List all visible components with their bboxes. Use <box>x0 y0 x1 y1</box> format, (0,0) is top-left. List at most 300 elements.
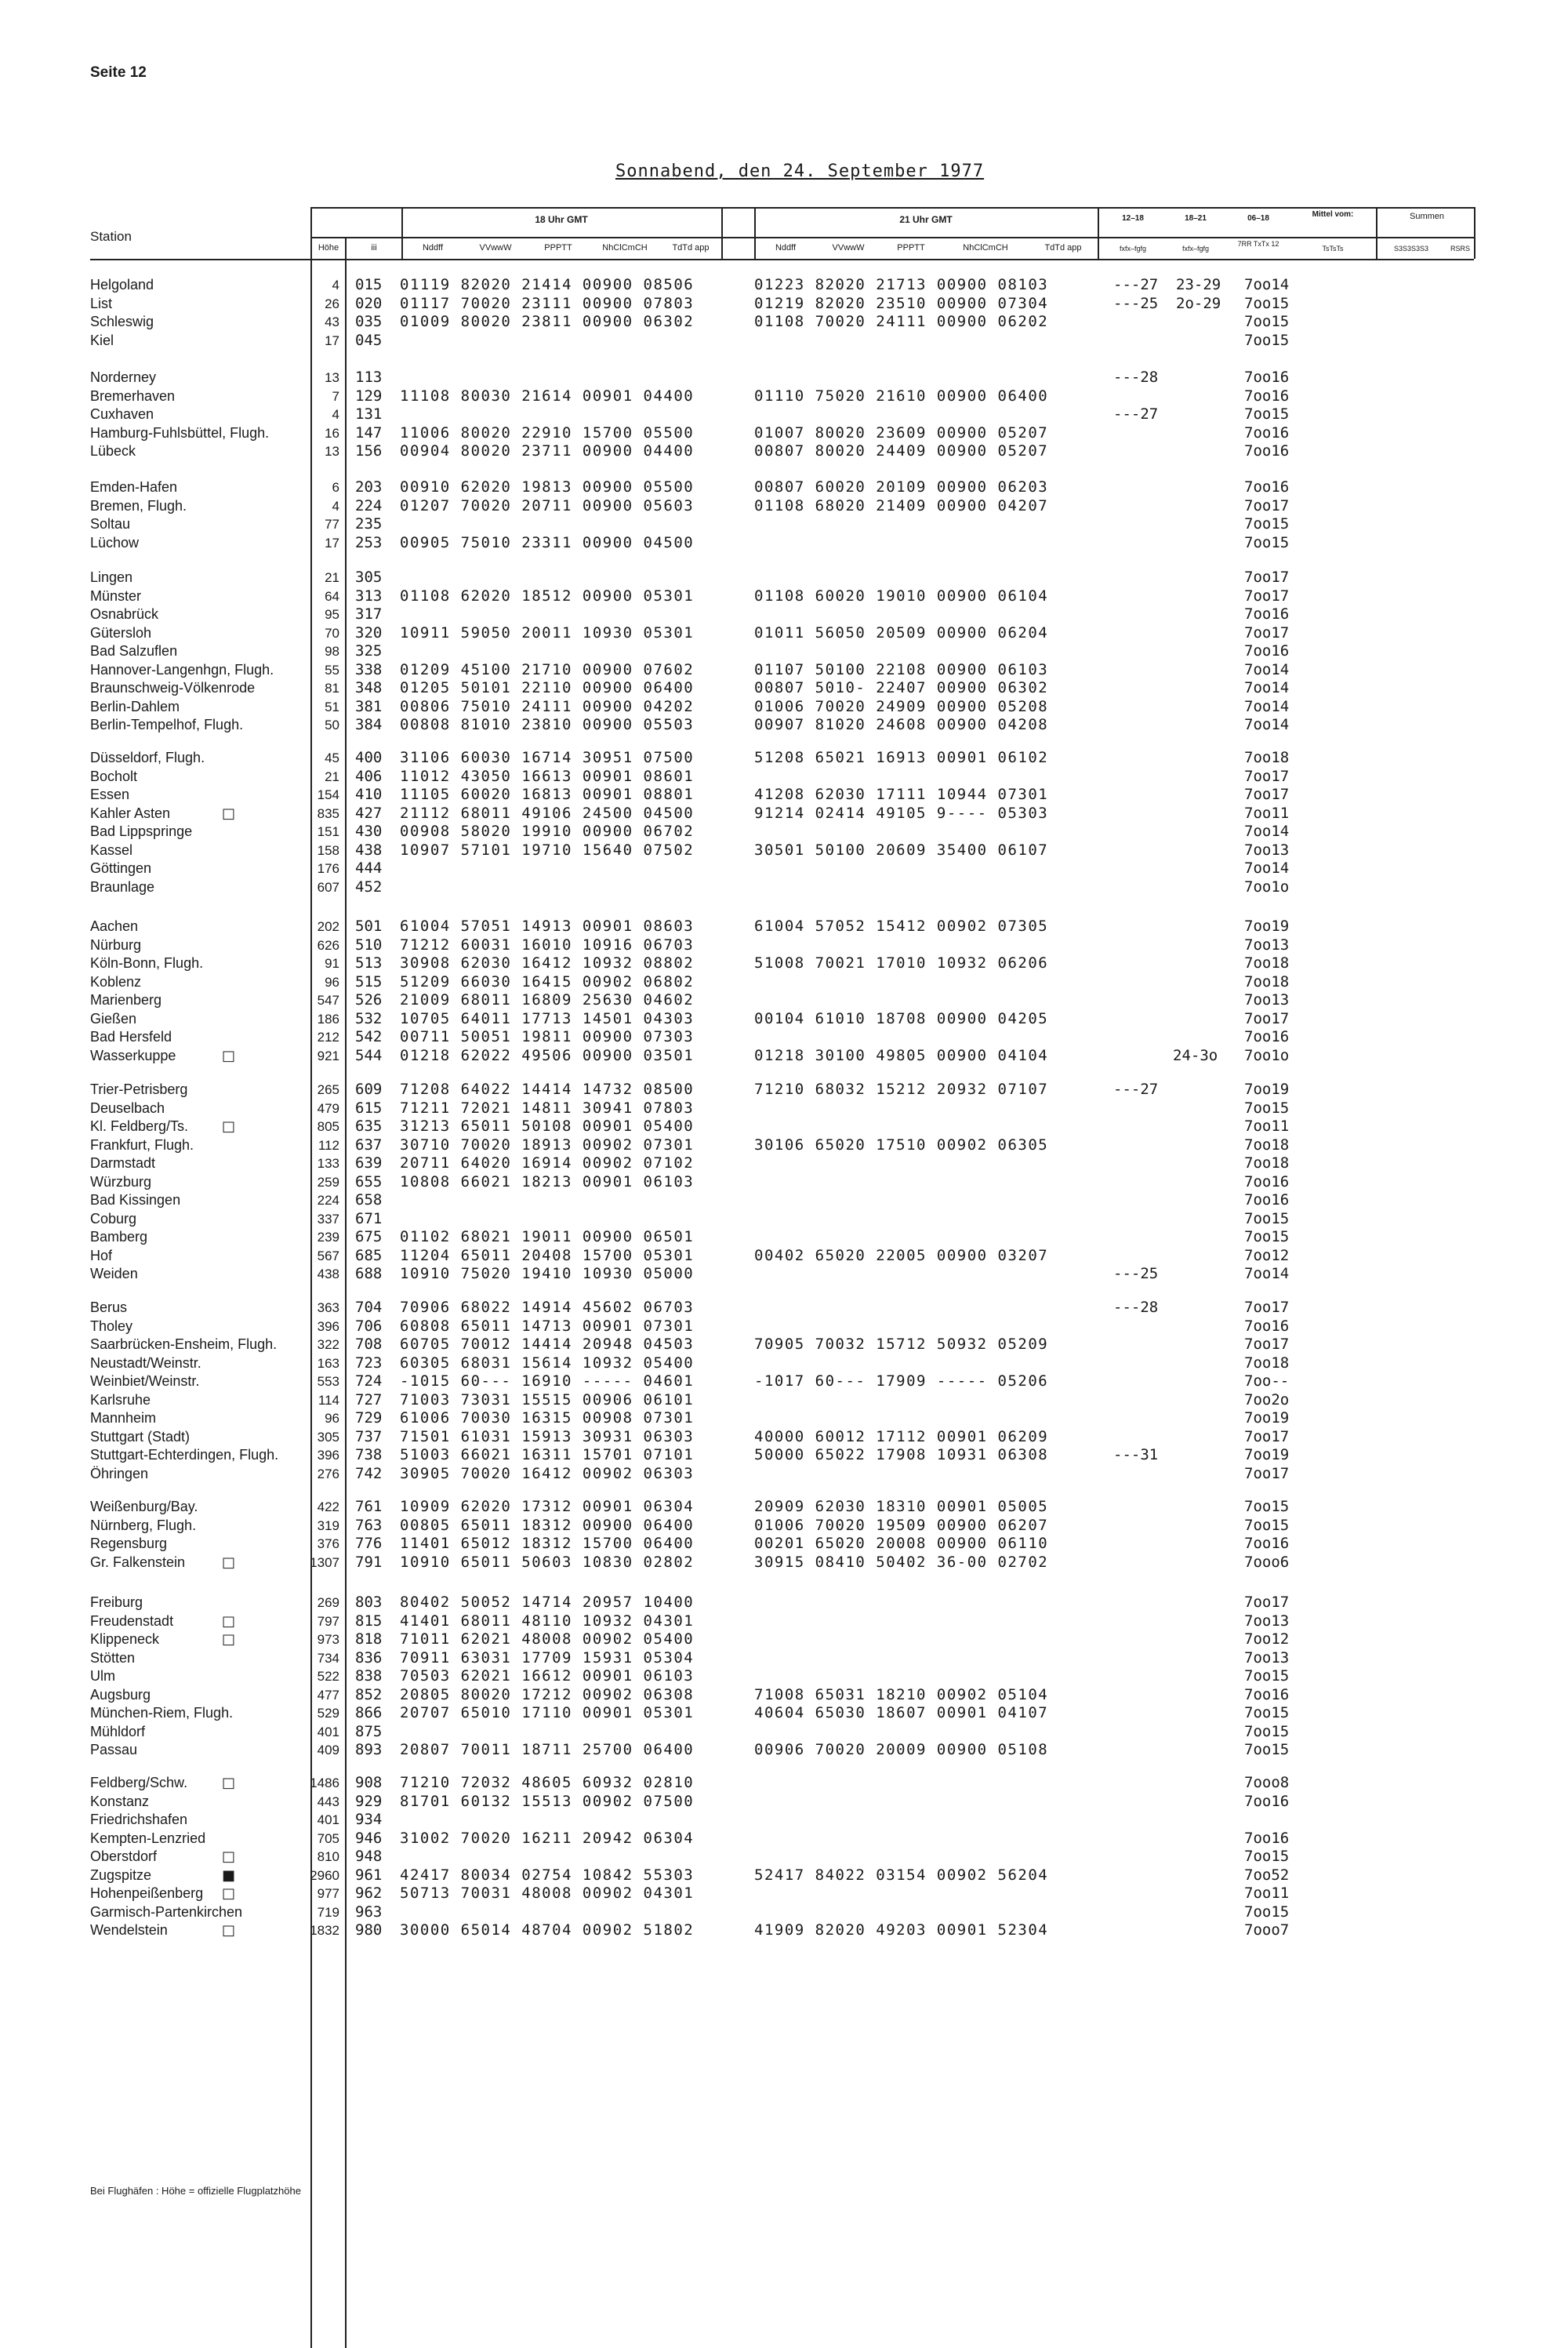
station-height: 443 <box>317 1794 339 1809</box>
obs-21-gmt: 71210 68032 15212 20932 07107 <box>754 1081 1049 1098</box>
obs-18-gmt: 70906 68022 14914 45602 06703 <box>400 1299 695 1316</box>
station-id: 742 <box>355 1464 383 1482</box>
summary-7rr: 7ooo7 <box>1244 1921 1290 1939</box>
table-row <box>0 1811 1568 1829</box>
summary-7rr: 7oo16 <box>1244 478 1290 496</box>
station-height: 626 <box>317 937 339 953</box>
station-name: Kiel <box>90 332 114 348</box>
table-row <box>0 918 1568 936</box>
station-id: 791 <box>355 1553 383 1571</box>
station-id: 737 <box>355 1427 383 1445</box>
table-row <box>0 478 1568 496</box>
table-row <box>0 1793 1568 1811</box>
table-row <box>0 442 1568 460</box>
station-id: 729 <box>355 1409 383 1427</box>
station-height: 16 <box>325 425 339 441</box>
summary-7rr: 7oo14 <box>1244 823 1290 840</box>
table-row <box>0 1228 1568 1246</box>
obs-18-gmt: 71501 61031 15913 30931 06303 <box>400 1427 695 1445</box>
table-row <box>0 1594 1568 1612</box>
obs-21-gmt: 01011 56050 20509 00900 06204 <box>754 623 1049 642</box>
obs-21-gmt: 41208 62030 17111 10944 07301 <box>754 786 1049 803</box>
station-height: 1307 <box>310 1554 339 1570</box>
table-row <box>0 1081 1568 1099</box>
station-id: 438 <box>355 841 383 859</box>
summary-7rr: 7oo15 <box>1244 1704 1290 1721</box>
obs-21-gmt: 00104 61010 18708 00900 04205 <box>754 1009 1049 1027</box>
summary-7rr: 7oo13 <box>1244 1612 1290 1630</box>
gust-18-21: 2o-29 <box>1176 294 1221 312</box>
table-row <box>0 1118 1568 1136</box>
header-clouds-18: NhClCmCH <box>602 243 648 253</box>
table-row <box>0 313 1568 331</box>
obs-18-gmt: 00904 80020 23711 00900 04400 <box>400 442 695 460</box>
obs-18-gmt: 01102 68021 19011 00900 06501 <box>400 1228 695 1245</box>
station-height: 224 <box>317 1193 339 1208</box>
summary-7rr: 7oo14 <box>1244 660 1290 678</box>
station-name: Berus <box>90 1299 128 1315</box>
header-summen: Summen <box>1409 212 1445 221</box>
station-height: 176 <box>317 861 339 876</box>
station-name: Konstanz <box>90 1793 150 1809</box>
summary-7rr: 7oo19 <box>1244 918 1290 935</box>
station-height: 4 <box>332 498 339 514</box>
station-name: Trier-Petrisberg <box>90 1081 188 1097</box>
summary-7rr: 7oo15 <box>1244 1667 1290 1685</box>
summary-7rr: 7oo14 <box>1244 697 1290 715</box>
obs-21-gmt: 00907 81020 24608 00900 04208 <box>754 716 1049 733</box>
station-height: 276 <box>317 1466 339 1481</box>
station-name: Öhringen <box>90 1465 149 1481</box>
station-name: Passau <box>90 1742 138 1757</box>
station-height: 607 <box>317 879 339 895</box>
obs-18-gmt: 50713 70031 48008 00902 04301 <box>400 1885 695 1902</box>
table-row <box>0 587 1568 605</box>
station-id: 384 <box>355 716 383 733</box>
summary-7rr: 7oo15 <box>1244 294 1290 312</box>
station-id: 235 <box>355 515 383 532</box>
station-id: 655 <box>355 1172 383 1190</box>
station-name: Bad Salzuflen <box>90 643 178 659</box>
station-id: 866 <box>355 1704 383 1721</box>
obs-21-gmt: 01006 70020 19509 00900 06207 <box>754 1516 1049 1534</box>
summary-7rr: 7oo14 <box>1244 716 1290 733</box>
gust-12-18: ---27 <box>1113 1081 1159 1098</box>
station-id: 761 <box>355 1498 383 1515</box>
obs-18-gmt: 00806 75010 24111 00900 04202 <box>400 697 695 715</box>
table-row <box>0 624 1568 642</box>
summary-7rr: 7oo16 <box>1244 423 1290 442</box>
station-id: 724 <box>355 1372 383 1390</box>
obs-21-gmt: 00807 80020 24409 00900 05207 <box>754 442 1049 460</box>
summary-7rr: 7oo16 <box>1244 1317 1290 1335</box>
station-name: Klippeneck <box>90 1631 160 1647</box>
station-height: 396 <box>317 1448 339 1463</box>
table-row <box>0 1465 1568 1483</box>
obs-21-gmt: 01007 80020 23609 00900 05207 <box>754 423 1049 442</box>
obs-21-gmt: 01006 70020 24909 00900 05208 <box>754 697 1049 715</box>
summary-7rr: 7oo16 <box>1244 605 1290 623</box>
station-name: Wendelstein <box>90 1922 168 1938</box>
station-height: 305 <box>317 1429 339 1445</box>
station-name: Kahler Asten <box>90 805 171 821</box>
gust-12-18: ---25 <box>1113 1265 1159 1282</box>
obs-21-gmt: 00807 60020 20109 00900 06203 <box>754 478 1049 496</box>
summary-7rr: 7oo15 <box>1244 331 1290 349</box>
summary-7rr: 7oo18 <box>1244 749 1290 766</box>
header-ff-18-21: fxfx–fgfg <box>1181 245 1210 253</box>
obs-18-gmt: 01205 50101 22110 00900 06400 <box>400 679 695 696</box>
station-id: 129 <box>355 387 383 405</box>
summary-7rr: 7oo19 <box>1244 1446 1290 1463</box>
station-name: Cuxhaven <box>90 406 154 422</box>
header-18-21: 18–21 <box>1185 214 1207 223</box>
summary-7rr: 7oo16 <box>1244 442 1290 460</box>
station-id: 934 <box>355 1811 383 1828</box>
summary-7rr: 7oo17 <box>1244 496 1290 514</box>
table-row <box>0 1028 1568 1046</box>
gust-12-18: ---27 <box>1113 405 1159 423</box>
gust-12-18: ---28 <box>1113 369 1159 386</box>
station-id: 410 <box>355 786 383 803</box>
station-marker: □ <box>222 1775 236 1791</box>
obs-21-gmt: 30106 65020 17510 00902 06305 <box>754 1136 1049 1154</box>
summary-7rr: 7oo13 <box>1244 936 1290 954</box>
summary-7rr: 7oo15 <box>1244 1516 1290 1534</box>
station-height: 91 <box>325 956 339 971</box>
obs-18-gmt: 10910 75020 19410 10930 05000 <box>400 1265 695 1282</box>
table-row <box>0 1391 1568 1409</box>
station-id: 320 <box>355 623 383 642</box>
station-name: Deuselbach <box>90 1099 165 1116</box>
table-row <box>0 1354 1568 1372</box>
station-id: 510 <box>355 936 383 954</box>
obs-21-gmt: 51208 65021 16913 00901 06102 <box>754 749 1049 766</box>
header-tdtd-18: TdTd app <box>672 243 710 253</box>
col-rule-21-end <box>1098 207 1099 259</box>
station-height: 797 <box>317 1613 339 1629</box>
station-id: 156 <box>355 442 383 460</box>
table-row <box>0 1154 1568 1172</box>
station-height: 1832 <box>310 1923 339 1938</box>
station-height: 81 <box>325 681 339 696</box>
summary-7rr: 7oo12 <box>1244 1246 1290 1264</box>
summary-7rr: 7oo17 <box>1244 1299 1290 1316</box>
station-height: 96 <box>325 974 339 990</box>
station-id: 513 <box>355 954 383 972</box>
obs-18-gmt: 20711 64020 16914 00902 07102 <box>400 1154 695 1172</box>
station-height: 17 <box>325 333 339 348</box>
station-name: Hannover-Langenhgn, Flugh. <box>90 661 274 678</box>
station-name: Soltau <box>90 516 131 532</box>
station-marker: □ <box>222 805 236 822</box>
obs-18-gmt: 00910 62020 19813 00900 05500 <box>400 478 695 496</box>
table-row <box>0 1612 1568 1630</box>
station-name: Kempten-Lenzried <box>90 1830 206 1846</box>
obs-18-gmt: 60305 68031 15614 10932 05400 <box>400 1354 695 1372</box>
station-id: 704 <box>355 1299 383 1316</box>
station-name: Braunlage <box>90 878 155 895</box>
station-id: 224 <box>355 496 383 514</box>
table-row <box>0 841 1568 860</box>
table-row <box>0 295 1568 313</box>
station-name: Bremen, Flugh. <box>90 497 187 514</box>
obs-18-gmt: 21112 68011 49106 24500 04500 <box>400 804 695 822</box>
table-row <box>0 1885 1568 1903</box>
station-height: 202 <box>317 919 339 934</box>
table-row <box>0 424 1568 442</box>
station-id: 203 <box>355 478 383 496</box>
station-id: 532 <box>355 1009 383 1027</box>
header-18-uhr: 18 Uhr GMT <box>535 214 588 225</box>
summary-7rr: 7oo15 <box>1244 1722 1290 1740</box>
obs-18-gmt: 01117 70020 23111 00900 07803 <box>400 294 695 312</box>
obs-18-gmt: 61006 70030 16315 00908 07301 <box>400 1409 695 1427</box>
gust-12-18: ---27 <box>1113 276 1159 293</box>
obs-18-gmt: 01108 62020 18512 00900 05301 <box>400 587 695 605</box>
table-header-rule <box>90 259 1474 260</box>
obs-21-gmt: 00906 70020 20009 00900 05108 <box>754 1741 1049 1758</box>
table-row <box>0 1517 1568 1535</box>
station-id: 035 <box>355 313 383 330</box>
station-marker: □ <box>222 1885 236 1902</box>
station-name: Koblenz <box>90 973 142 990</box>
footnote: Bei Flughäfen : Höhe = offizielle Flugplatzhöhe <box>90 2185 301 2197</box>
obs-18-gmt: 11401 65012 18312 15700 06400 <box>400 1535 695 1552</box>
summary-7rr: 7oo14 <box>1244 860 1290 877</box>
summary-7rr: 7oo17 <box>1244 1464 1290 1482</box>
table-row <box>0 1409 1568 1427</box>
station-id: 980 <box>355 1921 383 1939</box>
obs-21-gmt: 40604 65030 18607 00901 04107 <box>754 1704 1049 1721</box>
station-height: 529 <box>317 1706 339 1721</box>
header-txtx: 7RR TxTx 12 <box>1237 240 1279 248</box>
header-vvwww-18: VVwwW <box>479 243 512 253</box>
summary-7rr: 7oo13 <box>1244 841 1290 859</box>
summary-7rr: 7oo18 <box>1244 954 1290 972</box>
obs-21-gmt: 01108 60020 19010 00900 06104 <box>754 587 1049 605</box>
station-name: Würzburg <box>90 1173 152 1190</box>
obs-18-gmt: 00808 81010 23810 00900 05503 <box>400 716 695 733</box>
header-mittel: Mittel vom: <box>1312 210 1354 219</box>
obs-21-gmt: 00201 65020 20008 00900 06110 <box>754 1535 1049 1552</box>
station-id: 305 <box>355 569 383 586</box>
station-name: Bocholt <box>90 768 138 784</box>
table-row <box>0 991 1568 1009</box>
station-height: 151 <box>317 824 339 839</box>
table-row <box>0 1704 1568 1722</box>
station-height: 401 <box>317 1724 339 1739</box>
station-marker: □ <box>222 1631 236 1648</box>
station-name: Wasserkuppe <box>90 1047 176 1063</box>
obs-21-gmt: 91214 02414 49105 9---- 05303 <box>754 804 1049 822</box>
station-height: 337 <box>317 1211 339 1227</box>
station-height: 7 <box>332 388 339 404</box>
station-name: Münster <box>90 587 142 604</box>
station-height: 2960 <box>310 1867 339 1883</box>
station-name: Emden-Hafen <box>90 479 178 495</box>
station-height: 43 <box>325 314 339 329</box>
station-name: Oberstdorf <box>90 1848 158 1864</box>
station-id: 381 <box>355 697 383 715</box>
table-row <box>0 786 1568 804</box>
table-row <box>0 679 1568 697</box>
summary-7rr: 7oo17 <box>1244 587 1290 605</box>
table-row <box>0 1265 1568 1283</box>
station-name: Freiburg <box>90 1594 143 1610</box>
obs-18-gmt: 60808 65011 14713 00901 07301 <box>400 1317 695 1335</box>
summary-7rr: 7oo16 <box>1244 1535 1290 1552</box>
station-height: 96 <box>325 1411 339 1426</box>
obs-18-gmt: 31213 65011 50108 00901 05400 <box>400 1118 695 1135</box>
station-height: 734 <box>317 1650 339 1666</box>
station-id: 501 <box>355 918 383 935</box>
station-name: Stötten <box>90 1649 136 1666</box>
header-ppptt-18: PPPTT <box>544 243 572 253</box>
summary-7rr: 7oo-- <box>1244 1372 1290 1390</box>
table-row <box>0 1535 1568 1553</box>
station-id: 763 <box>355 1516 383 1534</box>
station-id: 908 <box>355 1774 383 1791</box>
table-row <box>0 1318 1568 1336</box>
obs-18-gmt: 71011 62021 48008 00902 05400 <box>400 1630 695 1648</box>
table-row <box>0 1173 1568 1191</box>
station-name: Stuttgart (Stadt) <box>90 1428 191 1445</box>
station-name: Bamberg <box>90 1229 148 1245</box>
table-row <box>0 1741 1568 1759</box>
table-row <box>0 515 1568 533</box>
station-name: Gießen <box>90 1010 137 1027</box>
station-height: 396 <box>317 1318 339 1334</box>
table-row <box>0 661 1568 679</box>
obs-18-gmt: 60705 70012 14414 20948 04503 <box>400 1336 695 1353</box>
station-name: Ulm <box>90 1668 115 1684</box>
summary-7rr: 7oo17 <box>1244 623 1290 642</box>
summary-7rr: 7oo16 <box>1244 1792 1290 1810</box>
table-row <box>0 805 1568 823</box>
station-height: 21 <box>325 570 339 585</box>
station-id: 444 <box>355 860 383 877</box>
station-marker: □ <box>222 1047 236 1064</box>
summary-7rr: 7oo1o <box>1244 1046 1290 1064</box>
gust-12-18: ---31 <box>1113 1446 1159 1463</box>
obs-18-gmt: 41401 68011 48110 10932 04301 <box>400 1612 695 1630</box>
table-row <box>0 1428 1568 1446</box>
station-name: Braunschweig-Völkenrode <box>90 680 256 696</box>
station-name: Marienberg <box>90 992 162 1008</box>
header-s3s3: S3S3S3S3 <box>1393 245 1429 253</box>
table-row <box>0 1099 1568 1118</box>
station-name: Tholey <box>90 1318 133 1334</box>
header-tststs: TsTsTs <box>1322 245 1344 253</box>
station-id: 147 <box>355 423 383 442</box>
station-name: Feldberg/Schw. <box>90 1775 188 1790</box>
station-marker: □ <box>222 1848 236 1865</box>
station-id: 325 <box>355 642 383 660</box>
station-height: 719 <box>317 1904 339 1920</box>
station-height: 479 <box>317 1100 339 1116</box>
obs-18-gmt: 11105 60020 16813 00901 08801 <box>400 786 695 803</box>
summary-7rr: 7oo16 <box>1244 1829 1290 1847</box>
station-id: 020 <box>355 294 383 312</box>
obs-21-gmt: -1017 60--- 17909 ----- 05206 <box>754 1372 1049 1390</box>
obs-21-gmt: 00402 65020 22005 00900 03207 <box>754 1246 1049 1264</box>
table-row <box>0 1372 1568 1390</box>
station-height: 401 <box>317 1812 339 1827</box>
summary-7rr: 7oo14 <box>1244 679 1290 696</box>
station-height: 64 <box>325 588 339 604</box>
station-id: 313 <box>355 587 383 605</box>
station-name: Friedrichshafen <box>90 1812 188 1827</box>
table-row <box>0 1336 1568 1354</box>
station-height: 1486 <box>310 1776 339 1790</box>
station-name: Schleswig <box>90 314 154 329</box>
summary-7rr: 7oo1o <box>1244 878 1290 896</box>
summary-7rr: 7oo15 <box>1244 515 1290 532</box>
station-id: 015 <box>355 276 383 293</box>
station-height: 269 <box>317 1595 339 1610</box>
obs-18-gmt: 61004 57051 14913 00901 08603 <box>400 918 695 935</box>
obs-18-gmt: 30710 70020 18913 00902 07301 <box>400 1136 695 1154</box>
obs-18-gmt: 70911 63031 17709 15931 05304 <box>400 1648 695 1666</box>
station-height: 553 <box>317 1374 339 1389</box>
summary-7rr: 7oo12 <box>1244 1630 1290 1648</box>
station-height: 259 <box>317 1174 339 1190</box>
table-row <box>0 1191 1568 1209</box>
summary-7rr: 7oo19 <box>1244 1409 1290 1427</box>
obs-18-gmt: 20807 70011 18711 25700 06400 <box>400 1741 695 1758</box>
station-name: Berlin-Dahlem <box>90 698 180 714</box>
header-vvwww-21: VVwwW <box>832 243 865 253</box>
station-name: Berlin-Tempelhof, Flugh. <box>90 717 244 732</box>
station-height: 158 <box>317 842 339 858</box>
station-height: 4 <box>332 278 339 293</box>
station-name: Helgoland <box>90 277 154 293</box>
station-name: Regensburg <box>90 1536 168 1551</box>
obs-21-gmt: 01108 68020 21409 00900 04207 <box>754 496 1049 514</box>
station-marker: □ <box>222 1922 236 1939</box>
gust-18-21: 23-29 <box>1176 276 1221 293</box>
station-height: 810 <box>317 1849 339 1864</box>
station-id: 427 <box>355 804 383 822</box>
station-height: 163 <box>317 1355 339 1371</box>
summary-7rr: 7oo16 <box>1244 387 1290 405</box>
station-name: Freudenstadt <box>90 1612 174 1629</box>
obs-18-gmt: 01209 45100 21710 00900 07602 <box>400 660 695 678</box>
station-height: 265 <box>317 1082 339 1097</box>
obs-18-gmt: 80402 50052 14714 20957 10400 <box>400 1594 695 1611</box>
obs-18-gmt: 31106 60030 16714 30951 07500 <box>400 749 695 766</box>
obs-21-gmt: 01107 50100 22108 00900 06103 <box>754 660 1049 678</box>
obs-21-gmt: 01110 75020 21610 00900 06400 <box>754 387 1049 405</box>
station-id: 738 <box>355 1446 383 1463</box>
station-id: 963 <box>355 1903 383 1921</box>
table-row <box>0 1848 1568 1866</box>
station-height: 17 <box>325 535 339 551</box>
summary-7rr: 7oo52 <box>1244 1866 1290 1884</box>
obs-18-gmt: 51003 66021 16311 15701 07101 <box>400 1446 695 1463</box>
summary-7rr: 7oo13 <box>1244 1648 1290 1666</box>
station-name: Weiden <box>90 1266 138 1281</box>
station-id: 430 <box>355 823 383 840</box>
station-id: 406 <box>355 767 383 785</box>
station-id: 615 <box>355 1099 383 1117</box>
station-name: Weißenburg/Bay. <box>90 1499 198 1514</box>
table-row <box>0 698 1568 716</box>
header-iii: iii <box>371 243 377 253</box>
page-number: Seite 12 <box>90 64 147 81</box>
station-id: 609 <box>355 1081 383 1098</box>
